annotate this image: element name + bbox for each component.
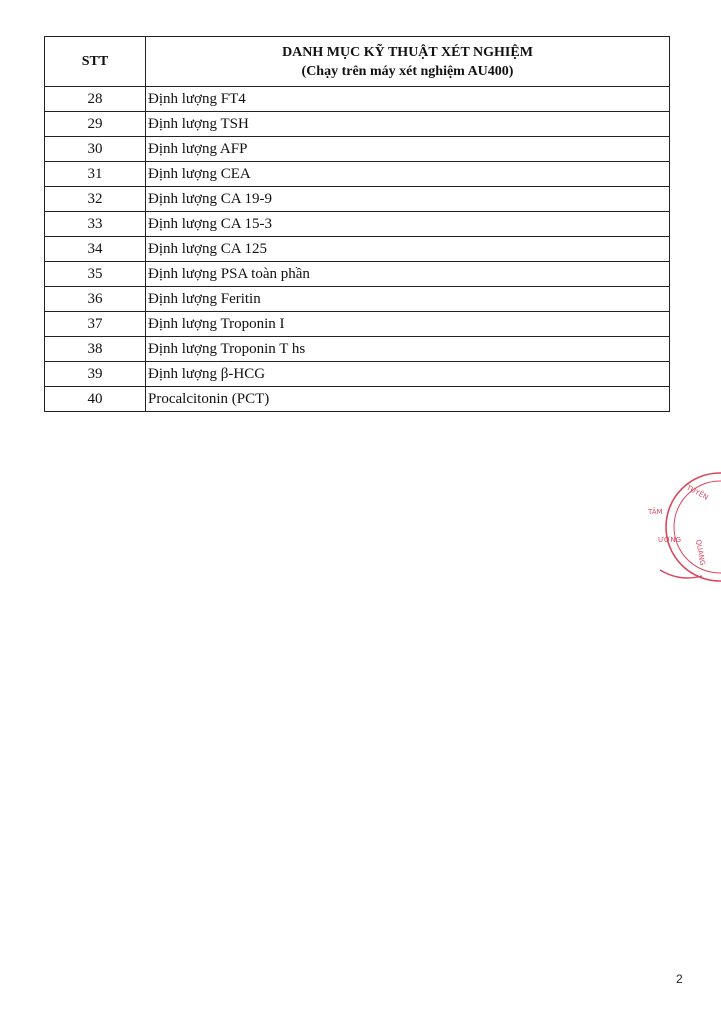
header-stt: STT bbox=[45, 37, 146, 87]
row-number: 28 bbox=[45, 87, 146, 112]
table-row bbox=[45, 162, 670, 187]
header-title-cell bbox=[146, 37, 670, 87]
test-name: Định lượng CA 15-3 bbox=[146, 212, 670, 237]
table-row bbox=[45, 137, 670, 162]
test-name: Định lượng PSA toàn phần bbox=[146, 262, 670, 287]
seal-text-top: TUYÊN bbox=[685, 483, 710, 502]
test-name: Định lượng TSH bbox=[146, 112, 670, 137]
table-row bbox=[45, 312, 670, 337]
row-number: 38 bbox=[45, 337, 146, 362]
test-name: Định lượng Troponin T hs bbox=[146, 337, 670, 362]
table-header-row bbox=[45, 37, 670, 87]
table-row bbox=[45, 237, 670, 262]
header-title: DANH MỤC KỸ THUẬT XÉT NGHIỆM bbox=[282, 44, 533, 60]
table-row bbox=[45, 337, 670, 362]
table-row bbox=[45, 387, 670, 412]
seal-icon bbox=[640, 470, 721, 585]
table-row bbox=[45, 212, 670, 237]
row-number: 32 bbox=[45, 187, 146, 212]
test-name: Định lượng β-HCG bbox=[146, 362, 670, 387]
test-name: Định lượng Troponin I bbox=[146, 312, 670, 337]
table-row bbox=[45, 87, 670, 112]
test-name: Định lượng CEA bbox=[146, 162, 670, 187]
row-number: 35 bbox=[45, 262, 146, 287]
table-row bbox=[45, 362, 670, 387]
seal-text-low: ƯƠNG bbox=[658, 536, 682, 544]
row-number: 30 bbox=[45, 137, 146, 162]
header-subtitle: (Chạy trên máy xét nghiệm AU400) bbox=[301, 63, 514, 79]
table-row bbox=[45, 262, 670, 287]
table-row bbox=[45, 112, 670, 137]
row-number: 39 bbox=[45, 362, 146, 387]
row-number: 37 bbox=[45, 312, 146, 337]
test-name: Định lượng FT4 bbox=[146, 87, 670, 112]
table-row bbox=[45, 187, 670, 212]
test-name: Procalcitonin (PCT) bbox=[146, 387, 670, 412]
seal-text-mid: TÂM bbox=[648, 508, 663, 516]
table-body bbox=[45, 87, 670, 412]
page-number: 2 bbox=[676, 972, 683, 986]
row-number: 31 bbox=[45, 162, 146, 187]
test-catalog-table bbox=[44, 36, 670, 412]
row-number: 36 bbox=[45, 287, 146, 312]
official-seal-stamp bbox=[640, 470, 721, 585]
test-name: Định lượng CA 19-9 bbox=[146, 187, 670, 212]
table-row bbox=[45, 287, 670, 312]
test-name: Định lượng AFP bbox=[146, 137, 670, 162]
seal-text-side: QUANG bbox=[694, 538, 707, 567]
row-number: 40 bbox=[45, 387, 146, 412]
test-name: Định lượng Feritin bbox=[146, 287, 670, 312]
row-number: 34 bbox=[45, 237, 146, 262]
row-number: 33 bbox=[45, 212, 146, 237]
test-name: Định lượng CA 125 bbox=[146, 237, 670, 262]
row-number: 29 bbox=[45, 112, 146, 137]
